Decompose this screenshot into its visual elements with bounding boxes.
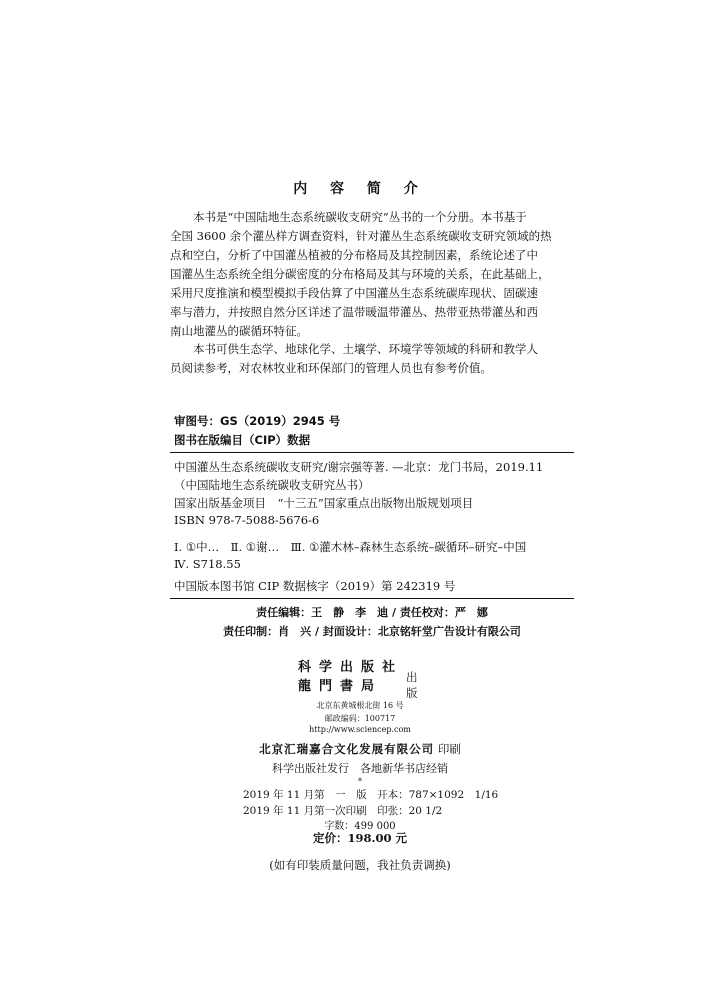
cip-top-rule [170,452,574,453]
publisher-name: 科学出版社 [298,660,404,675]
publisher-block [298,658,418,700]
page-title: 内 容 简 介 [293,181,427,197]
cip-line: 中国灌丛生态系统碳收支研究/谢宗强等著. —北京：龙门书局，2019.11 [174,460,544,474]
publisher-address: 北京东黄城根北街 16 号 [316,701,404,710]
isbn: ISBN 978-7-5088-5676-6 [174,513,320,527]
cip-classification: Ⅳ. S718.55 [174,557,241,571]
word-count: 字数：499 000 [324,821,396,832]
text-line: 率与潜力，并按照自然分区详述了温带暖温带灌丛、热带亚热带灌丛和西 [170,305,538,319]
map-approval-number: 审图号：GS（2019）2945 号 [174,414,341,428]
cip-classification: Ⅰ. ①中… Ⅱ. ①谢… Ⅲ. ①灌木林–森林生态系统–碳循环–研究–中国 [174,540,527,554]
printing-line: 2019 年 11 月第一次印刷 印张：20 1/2 [243,805,443,817]
text-line: 本书可供生态学、地球化学、土壤学、环境学等领域的科研和教学人 [170,342,538,356]
text-line: 南山地灌丛的碳循环特征。 [170,324,308,338]
text-line: 本书是“中国陆地生态系统碳收支研究”丛书的一个分册。本书基于 [170,210,527,224]
text-line: 国灌丛生态系统全组分碳密度的分布格局及其与环境的关系，在此基础上， [170,267,550,281]
cip-bottom-rule [170,598,574,599]
publisher-name: 龍門書局 [298,679,383,694]
quality-notice: (如有印装质量问题，我社负责调换) [269,858,451,872]
cip-line: （中国陆地生态系统碳收支研究丛书） [174,478,370,492]
edition-line: 2019 年 11 月第 一 版 开本：787×1092 1/16 [243,789,499,801]
text-line: 员阅读参考，对农林牧业和环保部门的管理人员也有参考价值。 [170,361,492,375]
text-line: 点和空白，分析了中国灌丛植被的分布格局及其控制因素，系统论述了中 [170,248,538,262]
publisher-postcode: 邮政编码：100717 [324,714,396,723]
cip-heading: 图书在版编目（CIP）数据 [174,433,311,447]
publisher-website: http://www.sciencep.com [309,725,411,734]
intro-paragraph-2 [170,340,574,378]
printer-suffix: 印刷 [434,742,461,756]
cip-line: 国家出版基金项目 “十三五”国家重点出版物出版规划项目 [174,496,474,510]
publisher-suffix: 出版 [406,670,418,700]
printing-credits: 责任印制：肖 兴 / 封面设计：北京铭轩堂广告设计有限公司 [223,625,521,638]
price: 定价：198.00 元 [312,831,407,845]
intro-paragraph-1 [170,208,574,341]
printer-name: 北京汇瑞嘉合文化发展有限公司 [259,742,435,756]
cip-record-number: 中国版本图书馆 CIP 数据核字（2019）第 242319 号 [174,579,456,593]
distribution-line: 科学出版社发行 各地新华书店经销 [272,762,448,775]
text-line: 采用尺度推演和模型模拟手段估算了中国灌丛生态系统碳库现状、固碳速 [170,286,538,300]
editor-credits: 责任编辑：王 静 李 迪 / 责任校对：严 娜 [256,606,488,619]
text-line: 全国 3600 余个灌丛样方调查资料，针对灌丛生态系统碳收支研究领域的热 [170,229,552,243]
printer-line [0,741,720,757]
separator-star: * [358,777,362,786]
